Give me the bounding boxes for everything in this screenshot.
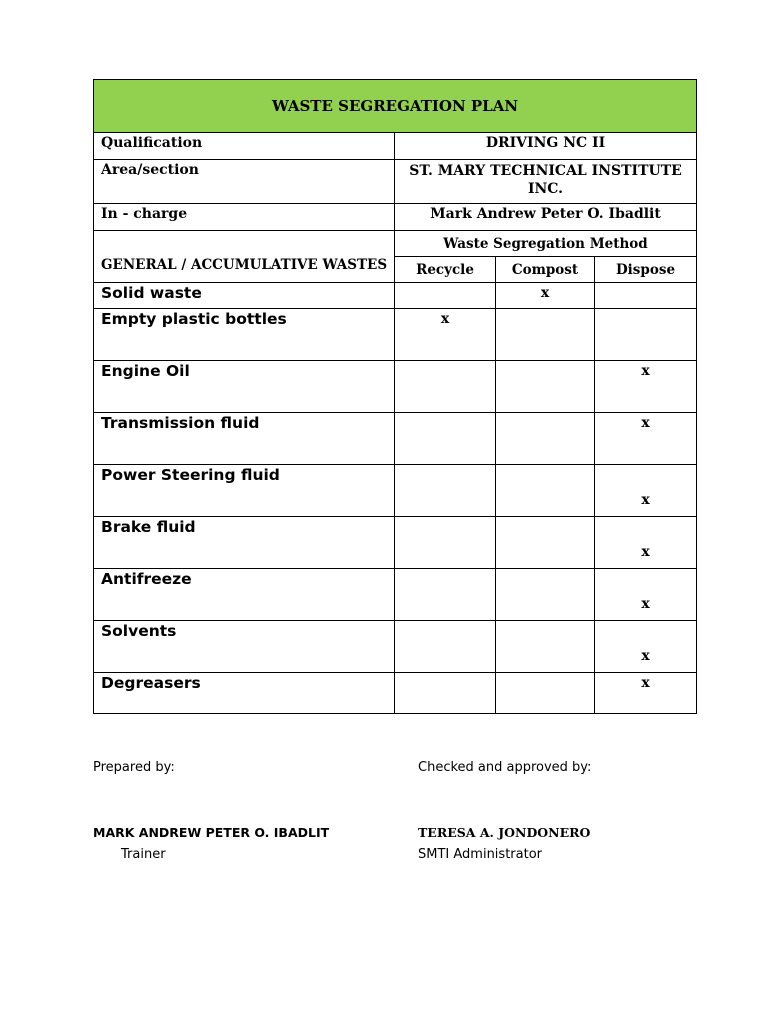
qualification-label: Qualification (94, 133, 395, 160)
waste-name: Transmission fluid (94, 413, 395, 465)
waste-name: Engine Oil (94, 361, 395, 413)
approver-role: SMTI Administrator (418, 847, 542, 862)
column-header-dispose: Dispose (595, 257, 697, 283)
dispose-mark: x (595, 569, 697, 621)
qualification-value: DRIVING NC II (395, 133, 697, 160)
in-charge-value: Mark Andrew Peter O. Ibadlit (395, 204, 697, 231)
dispose-mark: x (595, 413, 697, 465)
in-charge-label: In - charge (94, 204, 395, 231)
table-row (94, 465, 697, 517)
table-row (94, 673, 697, 714)
table-row (94, 569, 697, 621)
column-header-compost: Compost (496, 257, 595, 283)
wastes-header: GENERAL / ACCUMULATIVE WASTES (94, 231, 395, 283)
table-row (94, 309, 697, 361)
preparer-name: MARK ANDREW PETER O. IBADLIT (93, 825, 330, 840)
preparer-role: Trainer (121, 847, 166, 862)
table-row (94, 361, 697, 413)
recycle-mark (395, 283, 496, 309)
dispose-mark: x (595, 517, 697, 569)
checked-approved-label: Checked and approved by: (418, 760, 592, 775)
table-row (94, 283, 697, 309)
recycle-mark (395, 361, 496, 413)
waste-name: Empty plastic bottles (94, 309, 395, 361)
waste-name: Degreasers (94, 673, 395, 714)
dispose-mark: x (595, 673, 697, 714)
recycle-mark (395, 673, 496, 714)
waste-name: Power Steering fluid (94, 465, 395, 517)
recycle-mark (395, 569, 496, 621)
recycle-mark (395, 413, 496, 465)
dispose-mark (595, 309, 697, 361)
prepared-by-label: Prepared by: (93, 760, 175, 775)
area-section-label: Area/section (94, 160, 395, 204)
compost-mark (496, 569, 595, 621)
compost-mark (496, 309, 595, 361)
table-row (94, 413, 697, 465)
compost-mark (496, 621, 595, 673)
method-header: Waste Segregation Method (395, 231, 697, 257)
table-title: WASTE SEGREGATION PLAN (94, 80, 697, 133)
area-section-value: ST. MARY TECHNICAL INSTITUTE INC. (395, 160, 697, 204)
waste-segregation-table (93, 79, 697, 714)
recycle-mark (395, 621, 496, 673)
waste-name: Antifreeze (94, 569, 395, 621)
compost-mark (496, 413, 595, 465)
recycle-mark (395, 517, 496, 569)
table-row (94, 621, 697, 673)
compost-mark (496, 673, 595, 714)
table-row (94, 517, 697, 569)
compost-mark (496, 517, 595, 569)
column-header-recycle: Recycle (395, 257, 496, 283)
recycle-mark (395, 465, 496, 517)
dispose-mark: x (595, 465, 697, 517)
dispose-mark: x (595, 361, 697, 413)
approver-name: TERESA A. JONDONERO (418, 825, 591, 840)
waste-name: Solid waste (94, 283, 395, 309)
recycle-mark: x (395, 309, 496, 361)
waste-name: Brake fluid (94, 517, 395, 569)
compost-mark (496, 465, 595, 517)
dispose-mark: x (595, 621, 697, 673)
compost-mark: x (496, 283, 595, 309)
waste-name: Solvents (94, 621, 395, 673)
compost-mark (496, 361, 595, 413)
dispose-mark (595, 283, 697, 309)
